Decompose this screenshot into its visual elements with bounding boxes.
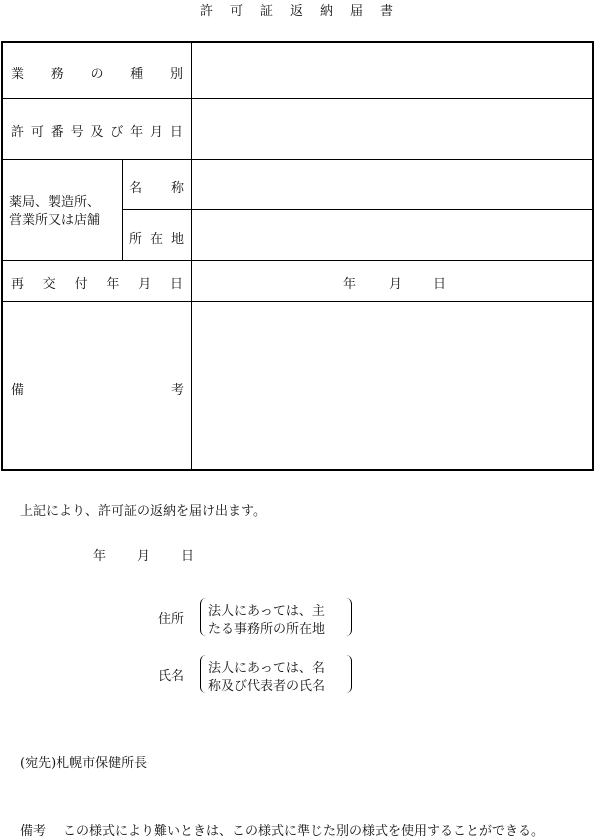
facility-address-label: 所 在 地 [129,232,184,247]
reissue-month-label: 月 [389,277,403,292]
name-note-line1: 法人にあっては、名 [208,661,325,676]
business-type-label: 業 務 の 種 別 [11,67,183,82]
remarks-field[interactable] [192,302,592,469]
footnote-label: 備考 [20,824,47,839]
facility-address-field[interactable] [192,210,592,260]
applicant-address-label: 住所 [158,612,185,627]
page-title: 許 可 証 返 納 届 書 [199,4,395,19]
remarks-label-right: 考 [171,383,185,398]
date-day-label: 日 [181,549,195,564]
reissue-year-label: 年 [343,277,357,292]
permit-number-date-field[interactable] [192,99,592,159]
date-year-label: 年 [93,549,107,564]
statement-text: 上記により、許可証の返納を届け出ます。 [20,504,266,519]
facility-label-line1: 薬局、製造所、 [9,195,101,210]
return-form-table [1,41,594,471]
reissue-date-field[interactable] [192,261,592,301]
address-note-line2: たる事務所の所在地 [208,622,326,637]
name-note-line2: 称及び代表者の氏名 [208,679,326,694]
facility-label-line2: 営業所又は店舗 [9,213,101,228]
address-note-line1: 法人にあっては、主 [208,604,325,619]
permit-number-date-label: 許 可 番 号 及 び 年 月 日 [11,125,183,140]
addressee-text: (宛先)札幌市保健所長 [20,756,148,771]
footnote-text: この様式により難いときは、この様式に準じた別の様式を使用することができる。 [63,824,545,839]
facility-name-label: 名 称 [129,181,184,196]
facility-name-field[interactable] [192,160,592,209]
reissue-day-label: 日 [433,277,447,292]
applicant-name-label: 氏名 [158,669,185,684]
date-month-label: 月 [137,549,151,564]
remarks-label-left: 備 [11,383,25,398]
business-type-field[interactable] [192,43,592,98]
reissue-date-label: 再 交 付 年 月 日 [11,277,183,292]
